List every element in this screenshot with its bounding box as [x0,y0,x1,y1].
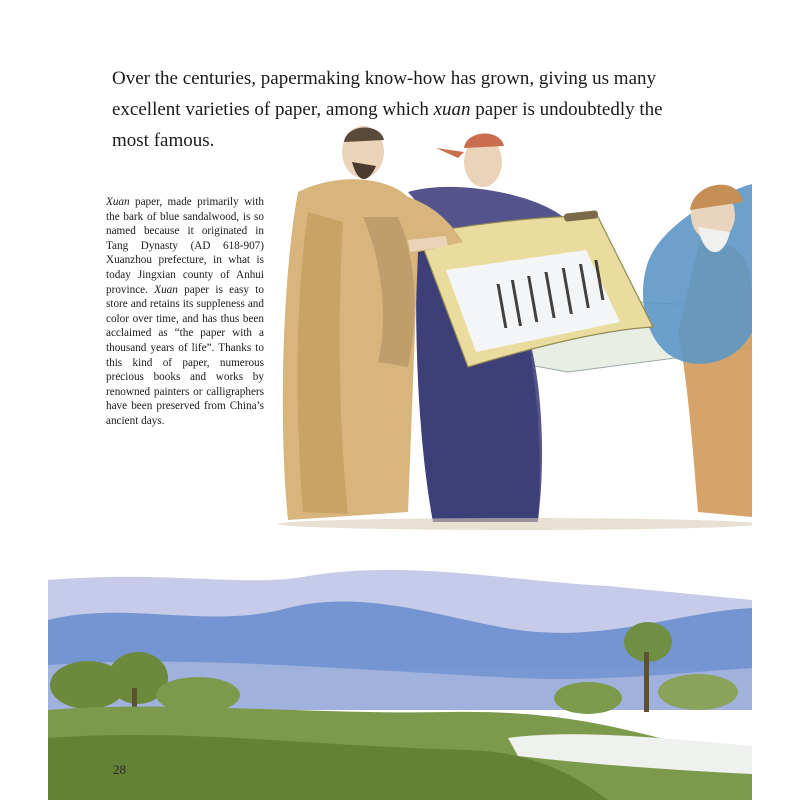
landscape-illustration [48,560,752,800]
caption-italic-term-1: Xuan [106,196,130,208]
intro-italic-term: xuan [433,99,471,120]
scholars-illustration [268,122,752,530]
caption-text-2: paper is easy to store and retains its suppleness and color over time, and has thus been acclaimed as “the paper with a thousand years of life”. Thanks to this kind of paper, numerous precious books and works by renowned painters or calligraphers have been preserved from China’s ancient days. [106,283,264,427]
intro-text-start: Over the centuries, papermaking know-how has grown, giving us many excellent varieties of paper, among which [112,68,657,120]
page-number: 28 [113,762,126,777]
intro-text-end: paper is undoubtedly the most famous. [112,99,663,151]
caption-text-1: paper, made primarily with the bark of blue sandalwood, is so named because it originated in Tang Dynasty (AD 618-907) Xuanzhou prefecture, in what is today Jingxian county of Anhui province. [106,196,264,296]
caption-paragraph [106,195,264,429]
ground-shadow [278,518,752,530]
caption-italic-term-2: Xuan [154,283,178,296]
